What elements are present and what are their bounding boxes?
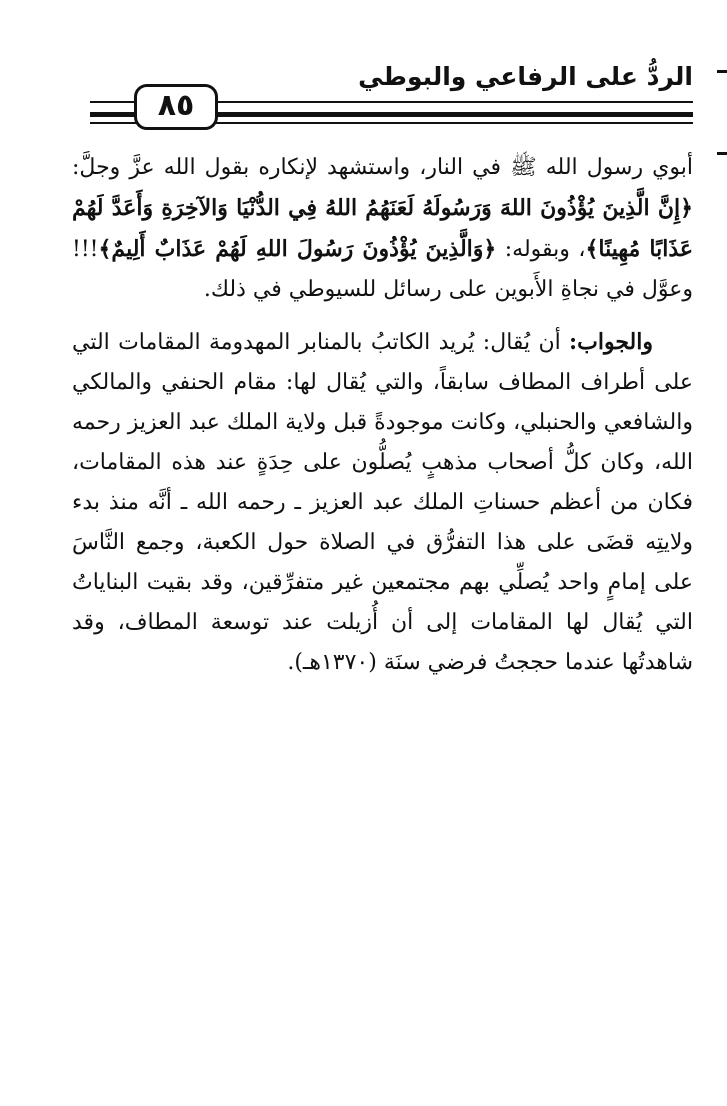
text-segment: أن يُقال: يُريد الكاتبُ بالمنابر المهدومة المقامات التي على أطراف المطاف سابقاً، والتي يُقال لها: مقام الحنفي والمالكي والشافعي والحنبلي، وكانت موجودةً قبل ولاية الملك عبد العزيز رحمه الله، وكان كلُّ أصحاب مذهبٍ يُصلُّون على حِدَةٍ عند هذه المقامات، فكان من أعظم حسناتِ الملك عبد العزيز ـ رحمه الله ـ أنَّه منذ بدء ولايتِه قضَى على هذا التفرُّق في الصلاة حول الكعبة، وجمع النَّاسَ على إمامٍ واحد يُصلِّي بهم مجتمعين غير متفرِّقين، وقد بقيت البناياتُ التي يُقال لها المقامات إلى أن أُزيلت عند توسعة المطاف، وقد شاهدتُها عندما حججتُ فرضي سنَة (١٣٧٠هـ). [72, 330, 693, 675]
text-segment: !!! وعوَّل في نجاةِ الأَبوين على رسائل للسيوطي في ذلك. [72, 237, 693, 302]
text-segment: ، وبقوله: [496, 237, 586, 262]
margin-mark [717, 152, 727, 155]
margin-mark [717, 70, 727, 73]
quran-verse: ﴿إِنَّ الَّذِينَ يُؤْذُونَ اللهَ وَرَسُولَهُ لَعَنَهُمُ اللهُ فِي الدُّنْيَا وَالآخِرَةِ وَأَعَدَّ لَهُمْ عَذَابًا مُهِينًا﴾ [72, 195, 693, 262]
answer-lead: والجواب: [569, 329, 653, 355]
quran-verse: ﴿وَالَّذِينَ يُؤْذُونَ رَسُولَ اللهِ لَهُمْ عَذَابٌ أَلِيمٌ﴾ [98, 236, 497, 262]
body-text [72, 148, 693, 683]
paragraph [72, 148, 693, 310]
page-number: ٨٥ [134, 84, 218, 130]
paragraph [72, 322, 693, 683]
text-segment: أبوي رسول الله ﷺ في النار، واستشهد لإنكاره بقول الله عزَّ وجلَّ: [72, 155, 693, 180]
running-title: الردُّ على الرفاعي والبوطي [358, 62, 693, 91]
